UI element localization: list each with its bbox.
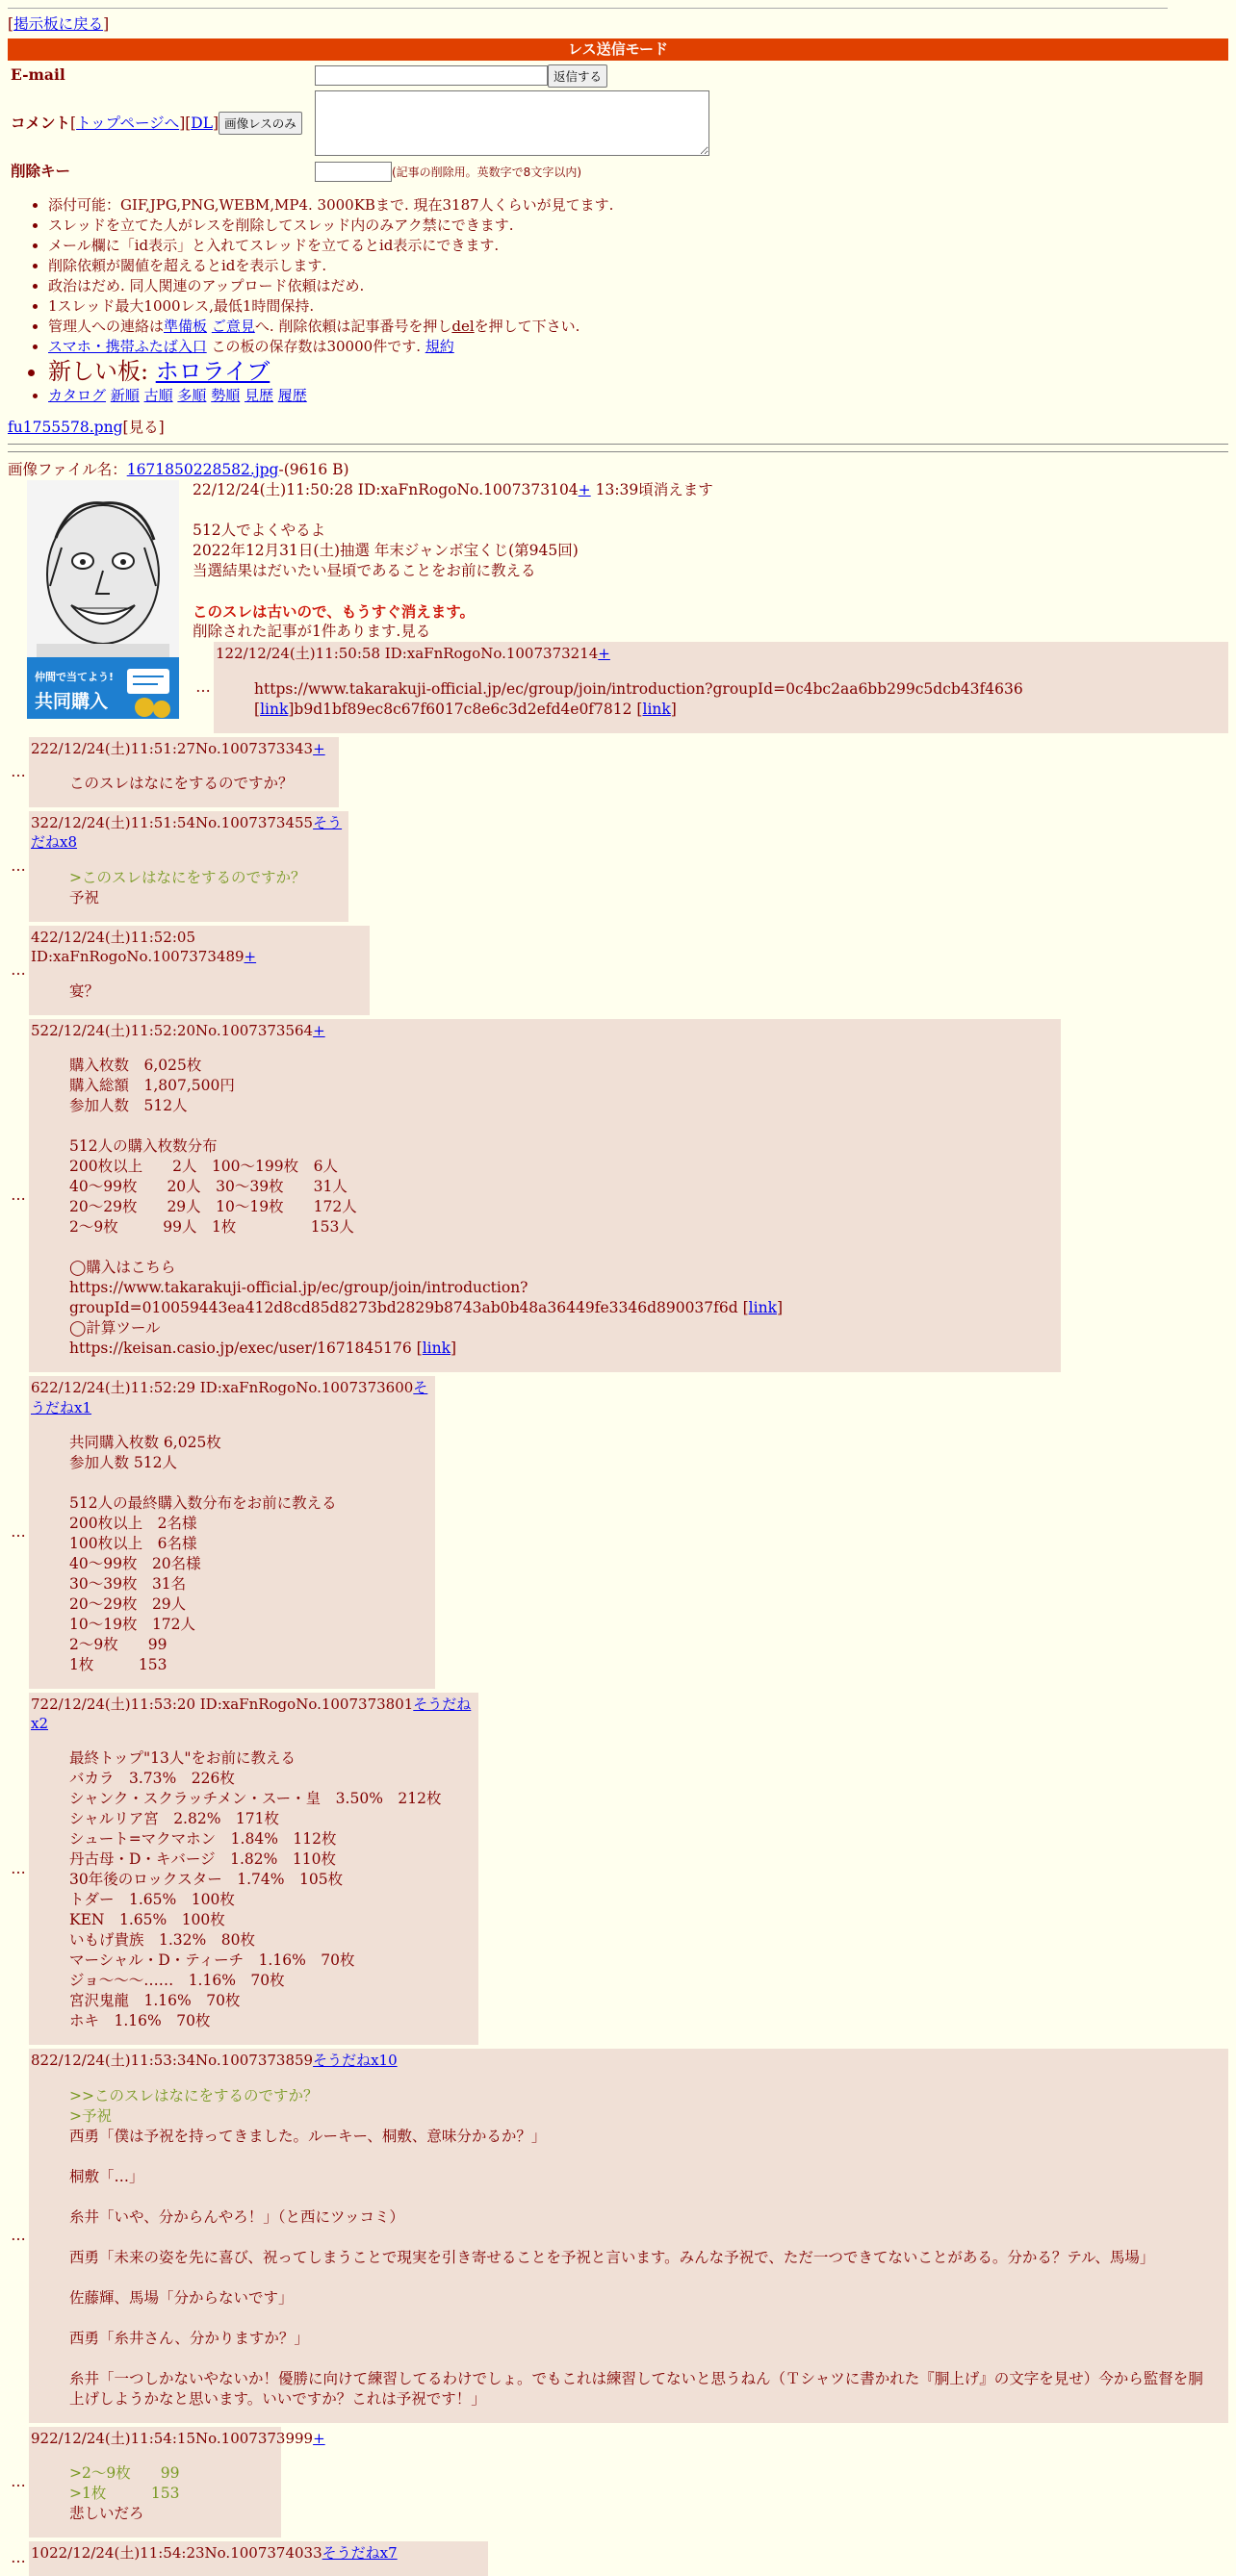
soudane-link[interactable]: そうだねx8 bbox=[31, 814, 343, 852]
external-link[interactable]: link bbox=[422, 1339, 451, 1358]
reply-text-line: 2～9枚 99人 1枚 153人 bbox=[69, 1218, 354, 1237]
reply-text-line bbox=[69, 1116, 1042, 1136]
attached-file: fu1755578.png[見る] bbox=[8, 418, 165, 436]
reply-text-line: マーシャル・D・ティーチ 1.16% 70枚 bbox=[69, 1951, 355, 1970]
reply-text-line: シャンク・スクラッチメン・スー・皇 3.50% 212枚 bbox=[69, 1790, 442, 1808]
reply-dots: … bbox=[11, 2549, 26, 2567]
reply-post bbox=[29, 1019, 1061, 1372]
reply-post bbox=[29, 737, 339, 807]
reply-text-line bbox=[69, 2349, 1209, 2369]
new-board-link[interactable]: ホロライブ bbox=[155, 357, 270, 385]
reply-text-line: 512人の最終購入数分布をお前に教える bbox=[69, 1493, 337, 1512]
email-label: E-mail bbox=[11, 65, 65, 85]
reply-plus-link[interactable]: + bbox=[313, 2429, 325, 2447]
reply-header: 1022/12/24(土)11:54:23No.1007374033そうだねx7 bbox=[31, 2543, 398, 2562]
reply-body bbox=[69, 1056, 1042, 1359]
reply-text-line: 丹古母・D・キバージ 1.82% 110枚 bbox=[69, 1850, 336, 1869]
reply-dots: … bbox=[11, 1859, 26, 1877]
reply-text-line bbox=[69, 2268, 1209, 2288]
reply-header: 722/12/24(土)11:53:20 ID:xaFnRogoNo.1007373801そうだねx2 bbox=[31, 1695, 472, 1733]
op-file-link[interactable]: 1671850228582.jpg bbox=[126, 460, 279, 478]
reply-body bbox=[69, 868, 329, 908]
rule-item-contact: • 管理人への連絡は準備板 ご意見へ. 削除依頼は記事番号を押しdelを押して下さい. bbox=[48, 317, 1228, 337]
reply-post bbox=[29, 2541, 488, 2576]
external-link[interactable]: link bbox=[260, 700, 289, 718]
first-reply-slot bbox=[193, 642, 1228, 733]
reply-text-line: ◯購入はこちら bbox=[69, 1259, 176, 1277]
reply-text-line: 佐藤輝、馬場「分からないです」 bbox=[69, 2288, 294, 2307]
reply-text-line: KEN 1.65% 100枚 bbox=[69, 1911, 225, 1929]
reply-header: 622/12/24(土)11:52:29 ID:xaFnRogoNo.1007373600そうだねx1 bbox=[31, 1379, 428, 1416]
reply-list bbox=[8, 737, 1228, 2576]
reply-row bbox=[8, 2427, 1228, 2538]
reply-text-line bbox=[69, 2228, 1209, 2248]
delete-key-field[interactable] bbox=[315, 162, 392, 182]
reply-dots: … bbox=[11, 1523, 26, 1542]
op-post bbox=[8, 480, 1228, 733]
reply-text-line: https://www.takarakuji-official.jp/ec/group/join/introduction?groupId=0c4bc2aa6bb299c5dcb43f4636 [link]b9d1bf89ec8c67f6017c8e6c3d2efd4e0f7812 [link] bbox=[254, 679, 1023, 718]
reply-row bbox=[8, 1693, 1228, 2046]
delete-key-label: 削除キー bbox=[11, 162, 71, 181]
divider bbox=[8, 444, 1228, 445]
reply-text-line: このスレはなにをするのですか？ bbox=[69, 775, 294, 793]
op-file-info: 画像ファイル名：1671850228582.jpg-(9616 B) bbox=[8, 460, 349, 478]
reply-text-line: 20～29枚 29人 bbox=[69, 1594, 187, 1613]
reply-text-line: https://keisan.casio.jp/exec/user/1671845176 [link] bbox=[69, 1339, 457, 1358]
history-link[interactable]: 履歴 bbox=[277, 386, 307, 404]
reply-body bbox=[254, 679, 1209, 720]
reply-text-line: 宴？ bbox=[69, 982, 100, 1001]
reply-dots: … bbox=[11, 856, 26, 875]
image-only-button[interactable]: 画像レスのみ bbox=[219, 112, 302, 135]
rule-item: • メール欄に「id表示」と入れてスレッドを立てるとid表示にできます. bbox=[48, 236, 1228, 256]
prep-board-link[interactable]: 準備板 bbox=[164, 317, 208, 335]
external-link[interactable]: link bbox=[642, 700, 671, 718]
soudane-link[interactable]: そうだねx1 bbox=[31, 1379, 428, 1416]
reply-text-line: 512人の購入枚数分布 bbox=[69, 1137, 218, 1156]
post-form bbox=[8, 63, 1228, 188]
reply-text-line: 30～39枚 31名 bbox=[69, 1574, 187, 1593]
soudane-link[interactable]: そうだねx10 bbox=[313, 2052, 398, 2070]
reply-row bbox=[8, 2541, 1228, 2576]
reply-post bbox=[29, 1376, 435, 1689]
reply-dots: … bbox=[11, 762, 26, 780]
back-to-board-link[interactable]: 掲示板に戻る bbox=[13, 15, 104, 33]
comment-textarea[interactable] bbox=[315, 90, 709, 156]
reply-text-line: バカラ 3.73% 226枚 bbox=[69, 1770, 235, 1788]
reply-text-line: >>このスレはなにをするのですか？ bbox=[69, 2086, 319, 2104]
reply-text-line: 参加人数 512人 bbox=[69, 1453, 178, 1471]
reply-body bbox=[69, 1748, 459, 2031]
email-field[interactable] bbox=[315, 65, 548, 86]
reply-row bbox=[8, 737, 1228, 807]
top-page-link[interactable]: トップページへ bbox=[76, 114, 180, 132]
reply-number: 9 bbox=[31, 2429, 40, 2447]
reply-number: 10 bbox=[31, 2543, 50, 2562]
reply-text-line: ◯計算ツール bbox=[69, 1319, 161, 1338]
reply-row bbox=[8, 926, 1228, 1016]
reply-post bbox=[214, 642, 1228, 733]
reply-text-line bbox=[69, 1237, 1042, 1258]
reply-text-line: いもげ貴族 1.32% 80枚 bbox=[69, 1931, 255, 1950]
reply-row bbox=[193, 642, 1228, 733]
reply-text-line bbox=[69, 2187, 1209, 2207]
sort-many-link[interactable]: 多順 bbox=[177, 386, 207, 404]
reply-text-line: 西勇「未来の姿を先に喜び、祝ってしまうことで現実を引き寄せることを予祝と言います。みんな予祝で、ただ一つできてないことがある。分かる？テル、馬場」 bbox=[69, 2248, 1155, 2266]
reply-text-line: 最終トップ"13人"をお前に教える bbox=[69, 1749, 296, 1768]
svg-text:共同購入: 共同購入 bbox=[35, 690, 109, 712]
reply-text-line: >1枚 153 bbox=[69, 2484, 180, 2502]
op-body bbox=[193, 480, 1228, 733]
reply-dots: … bbox=[11, 960, 26, 979]
reply-number: 1 bbox=[216, 644, 225, 662]
reply-body bbox=[69, 2463, 262, 2524]
soudane-link[interactable]: そうだねx2 bbox=[31, 1695, 472, 1733]
reply-text-line: >このスレはなにをするのですか？ bbox=[69, 868, 306, 886]
reply-dots: … bbox=[11, 2226, 26, 2244]
reply-text-line: 40～99枚 20人 30～39枚 31人 bbox=[69, 1178, 348, 1196]
reply-post bbox=[29, 2049, 1228, 2422]
reply-text-line: 宮沢鬼龍 1.16% 70枚 bbox=[69, 1992, 241, 2010]
dl-link[interactable]: DL bbox=[191, 114, 214, 132]
reply-text-line: 40～99枚 20名様 bbox=[69, 1554, 201, 1572]
view-history-link[interactable]: 見歴 bbox=[244, 386, 273, 404]
reply-plus-link[interactable]: + bbox=[598, 644, 610, 662]
reply-header: 522/12/24(土)11:52:20No.1007373564+ bbox=[31, 1022, 325, 1040]
reply-text-line: https://www.takarakuji-official.jp/ec/group/join/introduction?groupId=010059443ea412d8cd85d8273bd2829b8743ab0b48a36449fe3346d890037f6d [link] bbox=[69, 1279, 784, 1317]
reply-body bbox=[69, 774, 320, 794]
reply-text-line bbox=[69, 1473, 416, 1493]
reply-post bbox=[29, 2427, 325, 2538]
top-divider bbox=[8, 8, 1168, 9]
reply-header: 122/12/24(土)11:50:58 ID:xaFnRogoNo.1007373214+ bbox=[216, 644, 610, 662]
reply-text-line: 悲しいだろ bbox=[69, 2504, 144, 2522]
rule-item: • スレッドを立てた人がレスを削除してスレッド内のみアク禁にできます. bbox=[48, 216, 1228, 236]
reply-header: 322/12/24(土)11:51:54No.1007373455そうだねx8 bbox=[31, 814, 343, 852]
reply-text-line: 購入枚数 6,025枚 bbox=[69, 1057, 202, 1075]
comment-label: コメント bbox=[11, 113, 71, 132]
svg-text:仲間で当てよう!: 仲間で当てよう! bbox=[35, 670, 115, 683]
rule-item: • 1スレッド最大1000レス,最低1時間保持. bbox=[48, 296, 1228, 317]
reply-header: 822/12/24(土)11:53:34No.1007373859そうだねx10 bbox=[31, 2052, 398, 2070]
reply-text-line: 予祝 bbox=[69, 888, 100, 906]
rule-item: • 添付可能：GIF,JPG,PNG,WEBM,MP4. 3000KBまで. 現在3187人くらいが見てます. bbox=[48, 195, 1228, 216]
reply-text-line: 共同購入枚数 6,025枚 bbox=[69, 1433, 221, 1451]
board-rules bbox=[8, 195, 1228, 406]
feedback-link[interactable]: ご意見 bbox=[211, 317, 255, 335]
sort-old-link[interactable]: 古順 bbox=[143, 386, 173, 404]
mobile-entry-link[interactable]: スマホ・携帯ふたば入口 bbox=[48, 337, 207, 355]
op-plus-link[interactable]: + bbox=[578, 480, 591, 498]
reply-text-line: シャルリア宮 2.82% 171枚 bbox=[69, 1810, 280, 1828]
reply-dots: … bbox=[11, 1186, 26, 1205]
divider bbox=[8, 451, 1228, 452]
rule-item-new-board: • 新しい板: ホロライブ bbox=[48, 357, 1228, 386]
reply-text-line: 西勇「僕は予祝を持ってきました。ルーキー、桐敷、意味分かるか？」 bbox=[69, 2127, 547, 2145]
reply-dots: … bbox=[195, 677, 211, 696]
op-header: 22/12/24(土)11:50:28 ID:xaFnRogoNo.1007373104+ 13:39頃消えます bbox=[193, 480, 713, 498]
rule-item-catalog bbox=[48, 386, 1228, 406]
reply-text-line: 30年後のロックスター 1.74% 105枚 bbox=[69, 1871, 344, 1889]
catalog-link[interactable]: カタログ bbox=[48, 386, 107, 404]
reply-row bbox=[8, 811, 1228, 922]
reply-mode-bar: レス送信モード bbox=[8, 38, 1228, 61]
op-thumbnail-image[interactable] bbox=[27, 480, 179, 719]
reply-number: 3 bbox=[31, 814, 40, 832]
reply-text-line: 100枚以上 6名様 bbox=[69, 1534, 197, 1552]
reply-dots: … bbox=[11, 2472, 26, 2490]
reply-text-line: 参加人数 512人 bbox=[69, 1097, 188, 1115]
reply-text-line: 10～19枚 172人 bbox=[69, 1615, 196, 1633]
reply-plus-link[interactable]: + bbox=[313, 739, 325, 757]
reply-number: 4 bbox=[31, 928, 40, 946]
reply-post bbox=[29, 1693, 478, 2046]
old-thread-notice: このスレは古いので、もうすぐ消えます。 bbox=[193, 601, 475, 621]
reply-text-line: 桐敷「…」 bbox=[69, 2167, 144, 2185]
reply-body bbox=[69, 1433, 416, 1675]
reply-text-line: 2～9枚 99 bbox=[69, 1635, 167, 1653]
sort-momentum-link[interactable]: 勢順 bbox=[211, 386, 241, 404]
reply-text-line: 糸井「一つしかないやないか！優勝に向けて練習してるわけでしょ。でもこれは練習してないと思うねん（Ｔシャツに書かれた『胴上げ』の文字を見せ）今から監督を胴上げしようかなと思います。いいですか？これは予祝です！」 bbox=[69, 2369, 1203, 2408]
reply-plus-link[interactable]: + bbox=[313, 1022, 325, 1040]
reply-text-line: 糸井「いや、分からんやろ！」（と西にツッコミ） bbox=[69, 2207, 404, 2226]
back-nav: [掲示板に戻る] bbox=[8, 15, 110, 33]
reply-post bbox=[29, 811, 348, 922]
reply-text-line: 200枚以上 2人 100～199枚 6人 bbox=[69, 1158, 338, 1176]
reply-header: 422/12/24(土)11:52:05 ID:xaFnRogoNo.1007373489+ bbox=[31, 928, 257, 965]
reply-text-line: 購入総額 1,807,500円 bbox=[69, 1077, 235, 1095]
reply-text-line: トダー 1.65% 100枚 bbox=[69, 1891, 235, 1909]
external-link[interactable]: link bbox=[748, 1299, 777, 1317]
terms-link[interactable]: 規約 bbox=[425, 337, 454, 355]
reply-post bbox=[29, 926, 370, 1016]
reply-number: 6 bbox=[31, 1379, 40, 1397]
reply-number: 2 bbox=[31, 739, 40, 757]
reply-text-line: >2～9枚 99 bbox=[69, 2463, 180, 2482]
rule-item: • 政治はだめ. 同人関連のアップロード依頼はだめ. bbox=[48, 276, 1228, 296]
op-text-line: 512人でよくやるよ bbox=[193, 521, 326, 539]
delete-key-note: (記事の削除用。英数字で8文字以内) bbox=[392, 165, 581, 179]
reply-text-line bbox=[69, 2308, 1209, 2329]
reply-row bbox=[8, 1376, 1228, 1689]
reply-header: 922/12/24(土)11:54:15No.1007373999+ bbox=[31, 2429, 325, 2447]
reply-number: 7 bbox=[31, 1695, 40, 1713]
reply-plus-link[interactable]: + bbox=[244, 947, 257, 965]
soudane-link[interactable]: そうだねx7 bbox=[322, 2543, 398, 2562]
sort-new-link[interactable]: 新順 bbox=[110, 386, 140, 404]
rule-item-mobile: • スマホ・携帯ふたば入口 この板の保存数は30000件です. 規約 bbox=[48, 337, 1228, 357]
reply-text-line: 西勇「糸井さん、分かりますか？」 bbox=[69, 2329, 309, 2347]
reply-header: 222/12/24(土)11:51:27No.1007373343+ bbox=[31, 739, 325, 757]
reply-text-line: >予祝 bbox=[69, 2106, 112, 2125]
reply-row bbox=[8, 2049, 1228, 2422]
reply-button[interactable]: 返信する bbox=[548, 64, 607, 88]
reply-number: 8 bbox=[31, 2052, 40, 2070]
reply-number: 5 bbox=[31, 1022, 40, 1040]
reply-text-line: 1枚 153 bbox=[69, 1655, 167, 1673]
op-text-line: 2022年12月31日(土)抽選 年末ジャンボ宝くじ(第945回) bbox=[193, 541, 579, 559]
rule-item: • 削除依頼が閾値を超えるとidを表示します. bbox=[48, 256, 1228, 276]
reply-row bbox=[8, 1019, 1228, 1372]
reply-body bbox=[69, 982, 350, 1002]
reply-text-line: 20～29枚 29人 10～19枚 172人 bbox=[69, 1198, 357, 1216]
op-text-line: 当選結果はだいたい昼頃であることをお前に教える bbox=[193, 561, 536, 579]
reply-body bbox=[69, 2086, 1209, 2410]
reply-text-line: 200枚以上 2名様 bbox=[69, 1514, 197, 1532]
reply-text-line bbox=[69, 2147, 1209, 2167]
reply-text-line: シュート=マクマホン 1.84% 112枚 bbox=[69, 1830, 337, 1849]
reply-text-line: ジョ〜〜〜…… 1.16% 70枚 bbox=[69, 1972, 285, 1990]
deleted-notice: 削除された記事が1件あります.見る bbox=[193, 622, 431, 640]
reply-text-line: ホキ 1.16% 70枚 bbox=[69, 2012, 211, 2030]
comment-label-group: コメント[トップページへ][DL] 画像レスのみ bbox=[8, 112, 315, 135]
attached-file-link[interactable]: fu1755578.png bbox=[8, 418, 123, 436]
